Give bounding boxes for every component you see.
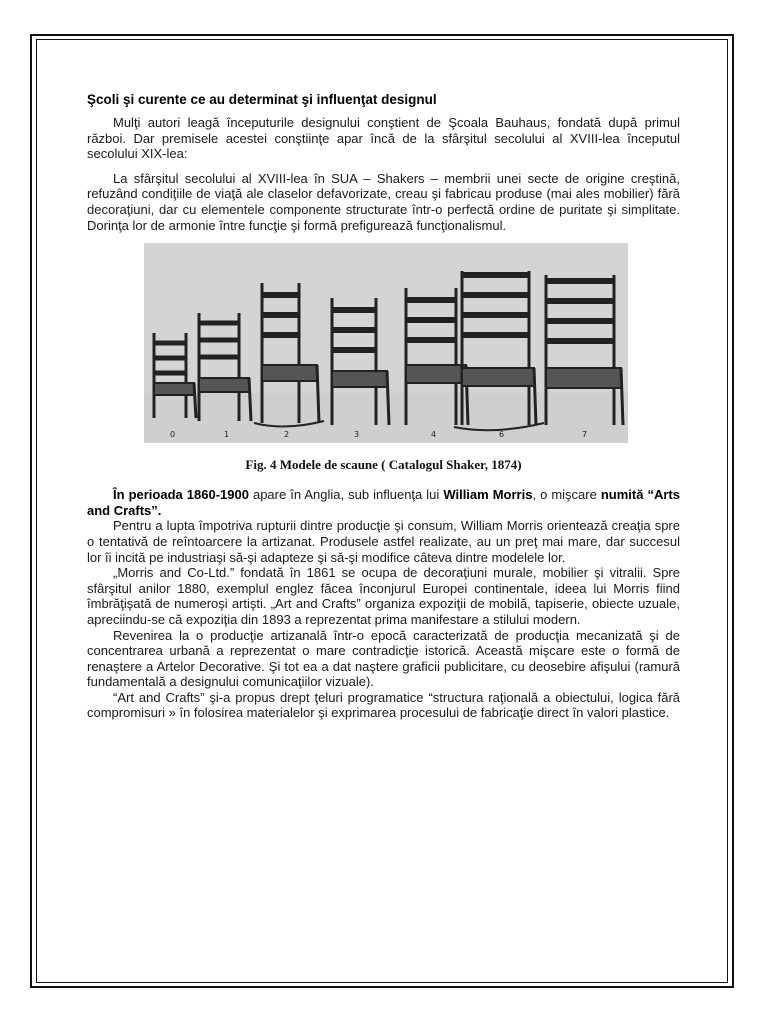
- period-bold: În perioada 1860-1900: [113, 487, 249, 503]
- paragraph-shakers: La sfârşitul secolului al XVIII-lea în SUA – Shakers – membrii unei secte de origine creştină, refuzând condiţiile de viaţă ale claselor defavorizate, creau şi fabricau produse (mai ales mobilier) fără decoraţiuni, dar cu elementele componente structurate într-o perfectă ordine de puritate şi simplitate. Dorinţa lor de armonie între funcţie şi formă prefigurează funcţionalismul.: [87, 170, 680, 233]
- document-body: [87, 90, 680, 721]
- paragraph-revival: Revenirea la o producţie artizanală într-o epocă caracterizată de producţia mecanizată şi de concentrarea urbană a reprezentat o mare contradicţie istorică. Această mişcare este o formă de renaştere a Artelor Decorative. Şi tot ea a dat naştere graficii publicitare, cu deosebire afişului (ramură fundamentală a designului comunicaţiilor vizuale).: [87, 627, 680, 690]
- william-morris-bold: William Morris: [443, 487, 533, 503]
- p3-end: , o mişcare: [532, 487, 601, 503]
- figure-caption: Fig. 4 Modele de scaune ( Catalogul Shaker, 1874): [245, 457, 522, 473]
- shaker-chairs-illustration: [144, 243, 628, 443]
- paragraph-arts-crafts: [87, 487, 680, 518]
- chair-label-0: 0: [170, 430, 176, 440]
- chair-label-2: 2: [284, 430, 290, 440]
- shaker-chairs-figure: [144, 243, 628, 443]
- arts-crafts-bold: numită “Arts and Crafts”.: [87, 487, 680, 518]
- paragraph-morris: Pentru a lupta împotriva rupturii dintre producţie şi consum, William Morris orientează creaţia spre o tentativă de reîntoarcere la artizanat. Produsele astfel realizate, au un preţ mai mare, dar succesul lor îi incită pe industriaşi să-şi adapteze şi să-şi modifice câteva dintre modelele lor.: [87, 518, 680, 565]
- p3-middle: apare în Anglia, sub influenţa lui: [248, 487, 444, 503]
- paragraph-morris-co: „Morris and Co-Ltd.” fondată în 1861 se ocupa de decoraţiuni murale, mobilier şi vitralii. Spre sfârşitul anilor 1880, exemplul englez făcea înconjurul Europei continentale, ideea lui Morris fiind îmbrăţişată de numeroşi artişti. „Art and Crafts” organiza expoziţii de mobilă, tapiserie, obiecte uzuale, apreciindu-se că expoziţia din 1893 a reprezentat prima manifestare a stilului modern.: [87, 565, 680, 627]
- chair-label-1: 1: [224, 430, 230, 440]
- paragraph-goals: “Art and Crafts” şi-a propus drept ţeluri programatice “structura raţională a obiectului, logica fără compromisuri » în folosirea materialelor şi exprimarea procesului de fabricaţie direct în valori plastice.: [87, 689, 680, 721]
- section-heading: Şcoli şi curente ce au determinat şi influenţat designul: [87, 92, 437, 107]
- chair-label-7: 7: [582, 430, 588, 440]
- chair-label-3: 3: [354, 430, 360, 440]
- chair-label-4: 4: [431, 430, 437, 440]
- chair-label-6: 6: [499, 430, 505, 440]
- paragraph-intro: Mulţi autori leagă începuturile designului conştient de Şcoala Bauhaus, fondată după primul război. Dar premisele acestei conştiinţe apar încă de la sfârşitul secolului al XVIII-lea începutul secolului XIX-lea:: [87, 115, 680, 162]
